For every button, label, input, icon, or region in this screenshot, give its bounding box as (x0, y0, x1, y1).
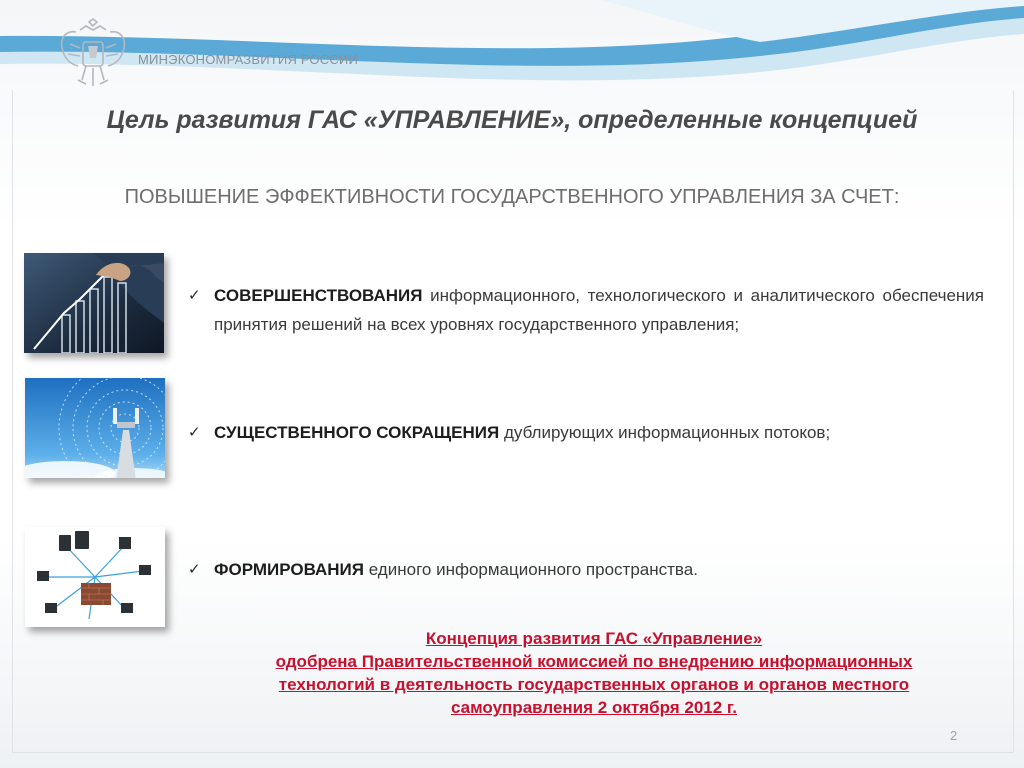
chart-drawing-image (24, 253, 164, 353)
page-number: 2 (950, 728, 958, 743)
slide-title: Цель развития ГАС «УПРАВЛЕНИЕ», определенные концепцией (106, 106, 918, 134)
coat-of-arms-icon (56, 18, 130, 94)
check-icon: ✓ (188, 561, 201, 578)
note-line-4: самоуправления 2 октября 2012 г. (450, 698, 738, 717)
concept-note (214, 627, 974, 719)
check-icon: ✓ (188, 424, 201, 441)
ministry-name: МИНЭКОНОМРАЗВИТИЯ РОССИИ (138, 52, 359, 67)
list-item-3: ✓ ФОРМИРОВАНИЯ единого информационного пространства. (188, 555, 984, 584)
slide-subtitle: ПОВЫШЕНИЕ ЭФФЕКТИВНОСТИ ГОСУДАРСТВЕННОГО УПРАВЛЕНИЯ ЗА СЧЕТ: (124, 186, 900, 208)
list-item-2: ✓ СУЩЕСТВЕННОГО СОКРАЩЕНИЯ дублирующих информационных потоков; (188, 418, 984, 447)
note-line-1: Концепция развития ГАС «Управление» (425, 629, 763, 648)
note-line-2: одобрена Правительственной комиссией по внедрению информационных (275, 652, 913, 671)
list-item-1: ✓ СОВЕРШЕНСТВОВАНИЯ информационного, технологического и аналитического обеспечения принятия решений на всех уровнях государственного управления; (188, 281, 984, 339)
note-line-3: технологий в деятельность государственных органов и органов местного (278, 675, 910, 694)
network-diagram-image (25, 527, 165, 627)
check-icon: ✓ (188, 287, 201, 304)
wireless-tower-image (25, 378, 165, 478)
